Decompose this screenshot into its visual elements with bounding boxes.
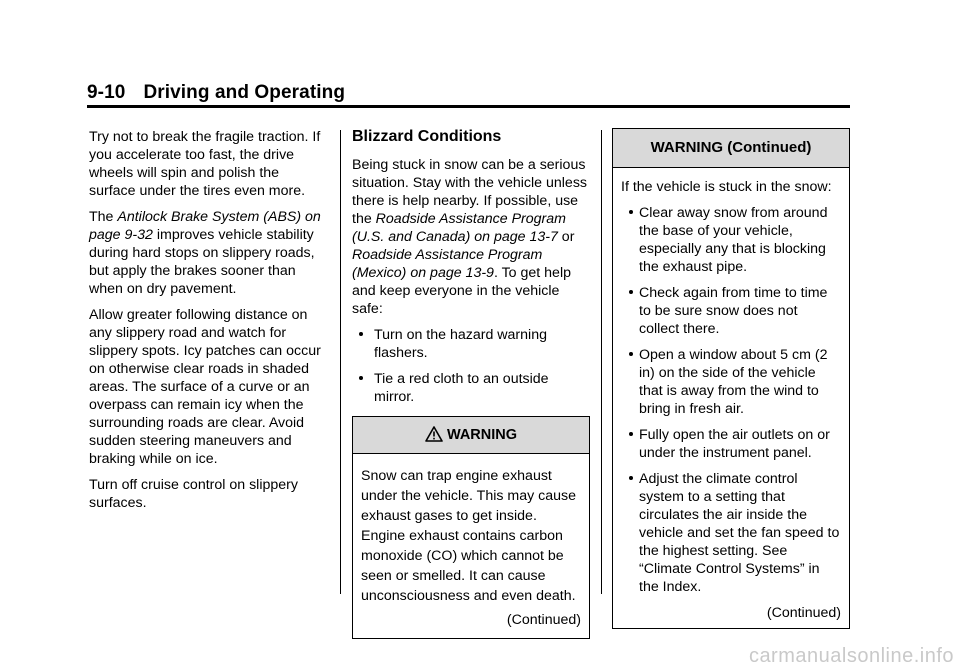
warning-header [353,417,589,454]
list-item: Turn on the hazard warning flashers. [352,326,590,362]
cross-reference-link[interactable]: Roadside Assistance Program (U.S. and Canada) on page 13-7 [352,211,566,245]
list-item: Check again from time to time to be sure snow does not collect there. [621,284,841,338]
column-middle [352,128,590,639]
page-number: 9-10 [87,82,126,103]
text: or [557,229,575,245]
section-heading: Driving and Operating [143,82,346,103]
paragraph: Try not to break the fragile traction. If you accelerate too fast, the drive wheels will spin and polish the surface under the tires even more. [89,129,321,199]
paragraph [89,208,329,298]
warning-box-continued [612,128,850,629]
column-left [89,128,329,520]
bullet-list [352,326,590,406]
list-item: Open a window about 5 cm (2 in) on the side of the vehicle that is away from the wind to bring in fresh air. [621,346,841,418]
warning-body [613,168,849,628]
text: . To get help and keep everyone in the vehicle safe: [352,265,571,317]
warning-text: Snow can trap engine exhaust under the vehicle. This may cause exhaust gases to get inside. Engine exhaust contains carbon monoxide (CO) which cannot be seen or smelled. It can cause unconsciousness and even death. [361,468,577,604]
warning-label: WARNING [446,427,518,443]
header-rule [87,105,850,108]
warning-body [353,454,589,638]
text: Being stuck in snow can be a serious situation. Stay with the vehicle unless there is help nearby. If possible, use the [352,157,588,227]
warning-intro: If the vehicle is stuck in the snow: [621,179,832,195]
warning-box [352,416,590,639]
paragraph [352,156,590,318]
text: The [89,209,118,225]
list-item: Fully open the air outlets on or under the instrument panel. [621,426,841,462]
paragraph: Allow greater following distance on any slippery road and watch for slippery spots. Icy patches can occur on otherwise clear roads in shaded areas. The surface of a curve or an overpass can remain icy when the surrounding roads are clear. Avoid sudden steering maneuvers and braking while on ice. [89,307,321,467]
list-item: Tie a red cloth to an outside mirror. [352,370,590,406]
page-header [87,82,345,104]
section-title: Blizzard Conditions [352,128,502,145]
warning-triangle-icon [425,426,443,442]
cross-reference-link[interactable]: Roadside Assistance Program (Mexico) on page 13-9 [352,247,543,281]
warning-header: WARNING (Continued) [613,129,849,168]
list-item: Clear away snow from around the base of your vehicle, especially any that is blocking the exhaust pipe. [621,204,841,276]
paragraph: Turn off cruise control on slippery surfaces. [89,477,298,511]
continued-label: (Continued) [506,612,581,628]
column-divider [601,130,602,594]
watermark: carmanualsonline.info [748,645,954,667]
column-right [612,128,850,629]
continued-label: (Continued) [766,605,841,621]
bullet-list [621,204,841,596]
column-divider [340,130,341,594]
text: improves vehicle stability during hard stops on slippery roads, but apply the brakes sooner than when on dry pavement. [89,227,315,297]
cross-reference-link[interactable]: Antilock Brake System (ABS) on page 9-32 [89,209,321,243]
list-item: Adjust the climate control system to a setting that circulates the air inside the vehicle and set the fan speed to the highest setting. See “Climate Control Systems” in the Index. [621,470,841,596]
